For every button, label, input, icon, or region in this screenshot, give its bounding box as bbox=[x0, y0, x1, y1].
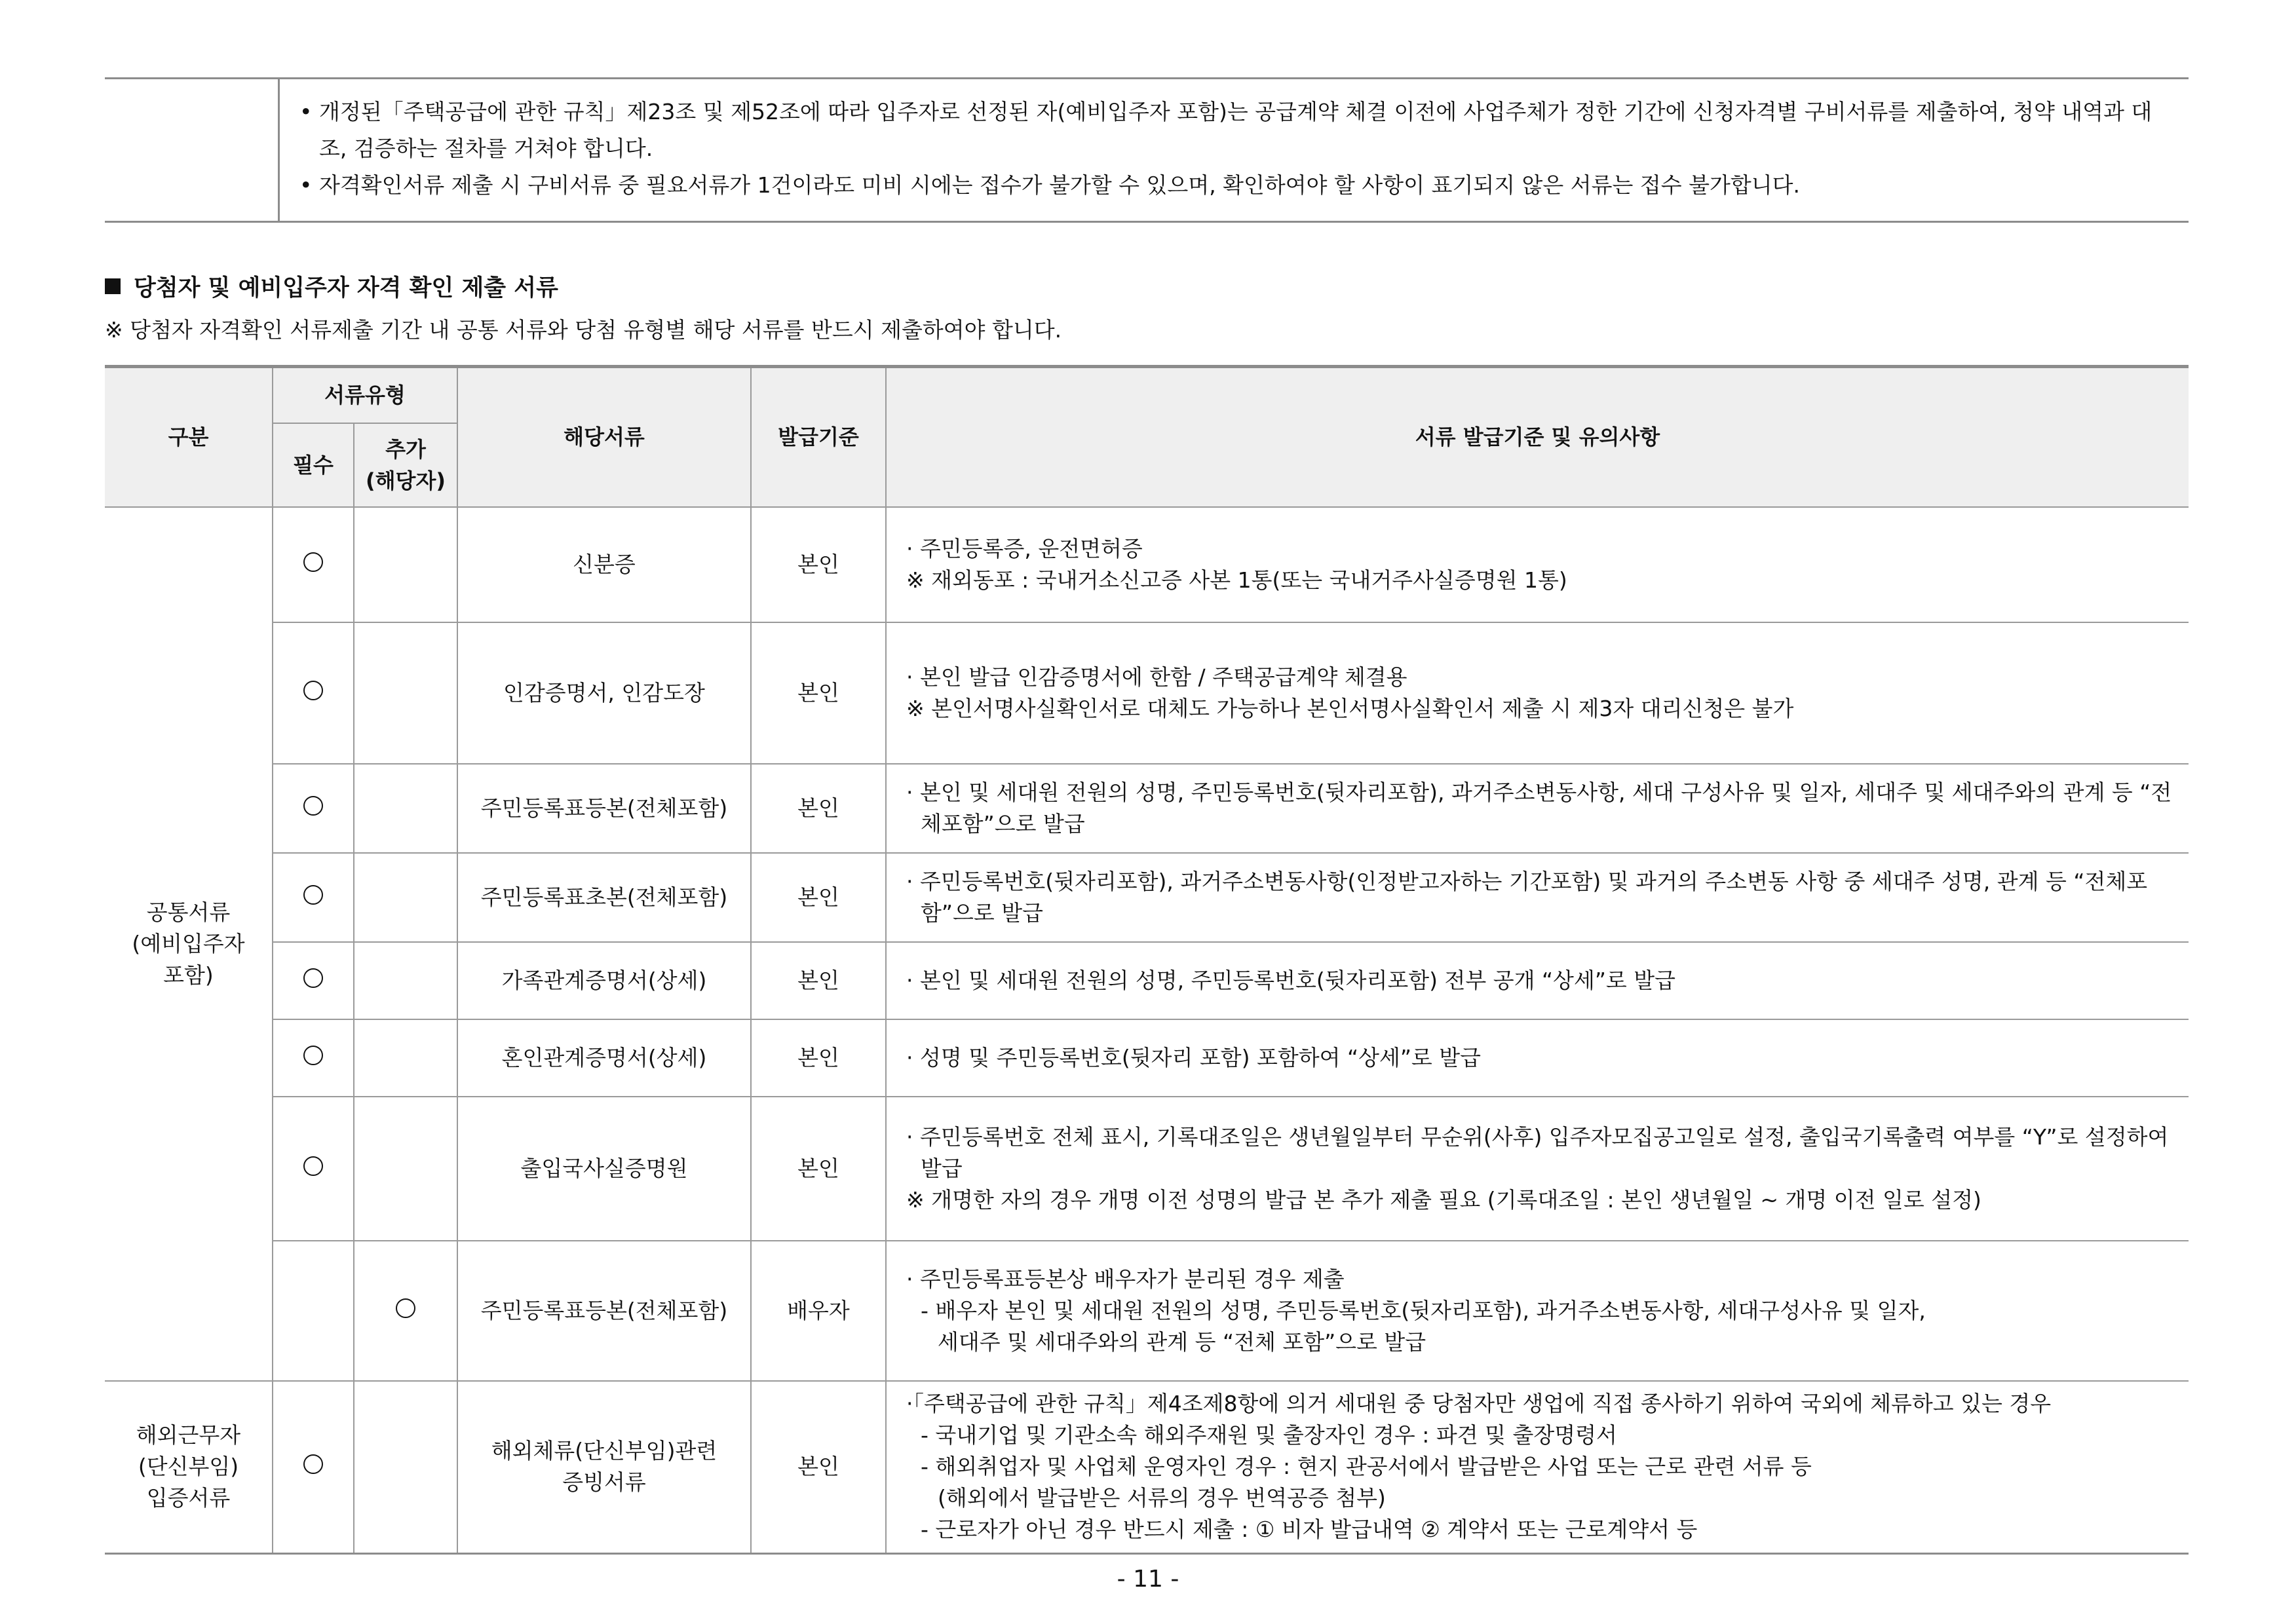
note-line: ※ 본인서명사실확인서로 대체도 가능하나 본인서명사실확인서 제출 시 제3자 대리신청은 불가 bbox=[906, 695, 1794, 721]
note-line: · 성명 및 주민등록번호(뒷자리 포함) 포함하여 “상세”로 발급 bbox=[906, 1044, 1482, 1070]
document-name-line2: 증빙서류 bbox=[562, 1469, 646, 1496]
group-common-line3: 포함) bbox=[163, 962, 214, 988]
notice-line-2: • 자격확인서류 제출 시 구비서류 중 필요서류가 1건이라도 미비 시에는 접수가 불가할 수 있으며, 확인하여야 할 사항이 표기되지 않은 서류는 접수 불가합니다. bbox=[299, 172, 1801, 198]
issue-basis: 본인 bbox=[751, 853, 886, 942]
additional-mark-cell bbox=[354, 1381, 457, 1554]
issue-basis: 본인 bbox=[751, 1381, 886, 1554]
table-row bbox=[105, 853, 2189, 942]
required-mark-cell bbox=[273, 1019, 354, 1097]
header-doc-type: 서류유형 bbox=[273, 367, 457, 423]
document-name-line1: 해외체류(단신부임)관련 bbox=[491, 1438, 718, 1464]
issue-basis: 본인 bbox=[751, 1097, 886, 1241]
additional-mark-cell bbox=[354, 1241, 457, 1381]
additional-mark-cell bbox=[354, 853, 457, 942]
issue-basis: 본인 bbox=[751, 622, 886, 764]
note-line: ·「주택공급에 관한 규칙」제4조제8항에 의거 세대원 중 당첨자만 생업에 직접 종사하기 위하여 국외에 체류하고 있는 경우 bbox=[906, 1391, 2052, 1417]
table-row bbox=[105, 622, 2189, 764]
note-line: - 해외취업자 및 사업체 운영자인 경우 : 현지 관공서에서 발급받은 사업 또는 근로 관련 서류 등 bbox=[921, 1454, 1812, 1480]
circle-mark-icon bbox=[303, 885, 323, 905]
notes-cell bbox=[886, 1241, 2189, 1381]
issue-basis: 본인 bbox=[751, 942, 886, 1019]
square-bullet-icon bbox=[105, 278, 121, 294]
notes-cell bbox=[886, 1097, 2189, 1241]
document-name: 혼인관계증명서(상세) bbox=[457, 1019, 751, 1097]
note-line: · 본인 발급 인감증명서에 한함 / 주택공급계약 체결용 bbox=[906, 664, 1407, 690]
note-line: · 주민등록번호(뒷자리포함), 과거주소변동사항(인정받고자하는 기간포함) 및 과거의 주소변동 사항 중 세대주 성명, 관계 등 “전체포함”으로 발급 bbox=[906, 868, 2148, 926]
note-line: · 본인 및 세대원 전원의 성명, 주민등록번호(뒷자리포함) 전부 공개 “상세”로 발급 bbox=[906, 967, 1676, 993]
note-line: - 배우자 본인 및 세대원 전원의 성명, 주민등록번호(뒷자리포함), 과거주소변동사항, 세대구성사유 및 일자, bbox=[921, 1297, 1926, 1323]
circle-mark-icon bbox=[303, 1046, 323, 1065]
header-additional bbox=[354, 423, 457, 507]
documents-table bbox=[105, 365, 2189, 1555]
document-name: 주민등록표초본(전체포함) bbox=[457, 853, 751, 942]
group-overseas-cell bbox=[105, 1381, 273, 1554]
header-issue-basis: 발급기준 bbox=[751, 367, 886, 507]
note-line: · 주민등록번호 전체 표시, 기록대조일은 생년월일부터 무순위(사후) 입주자모집공고일로 설정, 출입국기록출력 여부를 “Y”로 설정하여 발급 bbox=[906, 1124, 2169, 1181]
circle-mark-icon bbox=[396, 1298, 415, 1318]
circle-mark-icon bbox=[303, 1454, 323, 1474]
notice-line-1: • 개정된「주택공급에 관한 규칙」제23조 및 제52조에 따라 입주자로 선정된 자(예비입주자 포함)는 공급계약 체결 이전에 사업주체가 정한 기간에 신청자격별 구비서류를 제출하여, 청약 내역과 대조, 검증하는 절차를 거쳐야 합니다. bbox=[299, 99, 2152, 161]
document-name bbox=[457, 1381, 751, 1554]
header-category: 구분 bbox=[105, 367, 273, 507]
group-overseas-line3: 입증서류 bbox=[146, 1485, 231, 1511]
table-row bbox=[105, 1019, 2189, 1097]
group-common-line1: 공통서류 bbox=[146, 899, 231, 925]
required-mark-cell bbox=[273, 1097, 354, 1241]
notes-cell bbox=[886, 1381, 2189, 1554]
note-line: · 주민등록표등본상 배우자가 분리된 경우 제출 bbox=[906, 1266, 1345, 1292]
notice-left-cell bbox=[105, 79, 280, 221]
notes-cell bbox=[886, 1019, 2189, 1097]
note-line: · 본인 및 세대원 전원의 성명, 주민등록번호(뒷자리포함), 과거주소변동사항, 세대 구성사유 및 일자, 세대주 및 세대주와의 관계 등 “전체포함”으로 발급 bbox=[906, 779, 2172, 837]
section-note: ※ 당첨자 자격확인 서류제출 기간 내 공통 서류와 당첨 유형별 해당 서류를 반드시 제출하여야 합니다. bbox=[105, 317, 1062, 343]
header-additional-line2: (해당자) bbox=[366, 468, 446, 493]
document-name: 출입국사실증명원 bbox=[457, 1097, 751, 1241]
document-name: 인감증명서, 인감도장 bbox=[457, 622, 751, 764]
additional-mark-cell bbox=[354, 1097, 457, 1241]
note-line: - 국내기업 및 기관소속 해외주재원 및 출장자인 경우 : 파견 및 출장명령서 bbox=[921, 1422, 1617, 1448]
document-name: 주민등록표등본(전체포함) bbox=[457, 764, 751, 853]
notice-box bbox=[105, 77, 2189, 223]
group-common-cell bbox=[105, 507, 273, 1381]
required-mark-cell bbox=[273, 1381, 354, 1554]
section-title-text: 당첨자 및 예비입주자 자격 확인 제출 서류 bbox=[134, 275, 558, 301]
header-required: 필수 bbox=[273, 423, 354, 507]
table-row bbox=[105, 507, 2189, 622]
section-title bbox=[105, 270, 2189, 303]
page-content bbox=[105, 77, 2189, 1555]
table-row bbox=[105, 764, 2189, 853]
required-mark-cell bbox=[273, 942, 354, 1019]
document-name: 신분증 bbox=[457, 507, 751, 622]
note-line: ※ 개명한 자의 경우 개명 이전 성명의 발급 본 추가 제출 필요 (기록대조일 : 본인 생년월일 ~ 개명 이전 일로 설정) bbox=[906, 1186, 1981, 1213]
additional-mark-cell bbox=[354, 622, 457, 764]
notes-cell bbox=[886, 853, 2189, 942]
circle-mark-icon bbox=[303, 796, 323, 816]
header-document: 해당서류 bbox=[457, 367, 751, 507]
group-overseas-line2: (단신부임) bbox=[138, 1454, 239, 1480]
note-line: - 근로자가 아닌 경우 반드시 제출 : ① 비자 발급내역 ② 계약서 또는 근로계약서 등 bbox=[921, 1517, 1698, 1543]
group-common-line2: (예비입주자 bbox=[132, 930, 245, 956]
header-additional-line1: 추가 bbox=[385, 436, 426, 462]
notes-cell bbox=[886, 622, 2189, 764]
notes-cell bbox=[886, 942, 2189, 1019]
note-line: (해외에서 발급받은 서류의 경우 번역공증 첨부) bbox=[938, 1485, 1386, 1511]
table-row bbox=[105, 1241, 2189, 1381]
required-mark-cell bbox=[273, 622, 354, 764]
group-overseas-line1: 해외근무자 bbox=[136, 1422, 241, 1448]
issue-basis: 배우자 bbox=[751, 1241, 886, 1381]
additional-mark-cell bbox=[354, 764, 457, 853]
issue-basis: 본인 bbox=[751, 507, 886, 622]
required-mark-cell bbox=[273, 764, 354, 853]
document-name: 가족관계증명서(상세) bbox=[457, 942, 751, 1019]
circle-mark-icon bbox=[303, 681, 323, 700]
page-number: - 11 - bbox=[1117, 1566, 1179, 1593]
required-mark-cell bbox=[273, 853, 354, 942]
additional-mark-cell bbox=[354, 507, 457, 622]
circle-mark-icon bbox=[303, 1156, 323, 1176]
table-row bbox=[105, 1097, 2189, 1241]
additional-mark-cell bbox=[354, 942, 457, 1019]
required-mark-cell bbox=[273, 507, 354, 622]
circle-mark-icon bbox=[303, 552, 323, 572]
required-mark-cell bbox=[273, 1241, 354, 1381]
additional-mark-cell bbox=[354, 1019, 457, 1097]
table-row bbox=[105, 1381, 2189, 1554]
circle-mark-icon bbox=[303, 968, 323, 988]
notes-cell bbox=[886, 764, 2189, 853]
issue-basis: 본인 bbox=[751, 1019, 886, 1097]
header-notes: 서류 발급기준 및 유의사항 bbox=[886, 367, 2189, 507]
issue-basis: 본인 bbox=[751, 764, 886, 853]
note-line: · 주민등록증, 운전면허증 bbox=[906, 535, 1143, 561]
document-name: 주민등록표등본(전체포함) bbox=[457, 1241, 751, 1381]
notes-cell bbox=[886, 507, 2189, 622]
note-line: ※ 재외동포 : 국내거소신고증 사본 1통(또는 국내거주사실증명원 1통) bbox=[906, 567, 1567, 593]
table-row bbox=[105, 942, 2189, 1019]
note-line: 세대주 및 세대주와의 관계 등 “전체 포함”으로 발급 bbox=[938, 1329, 1426, 1355]
notice-body bbox=[280, 79, 2189, 221]
